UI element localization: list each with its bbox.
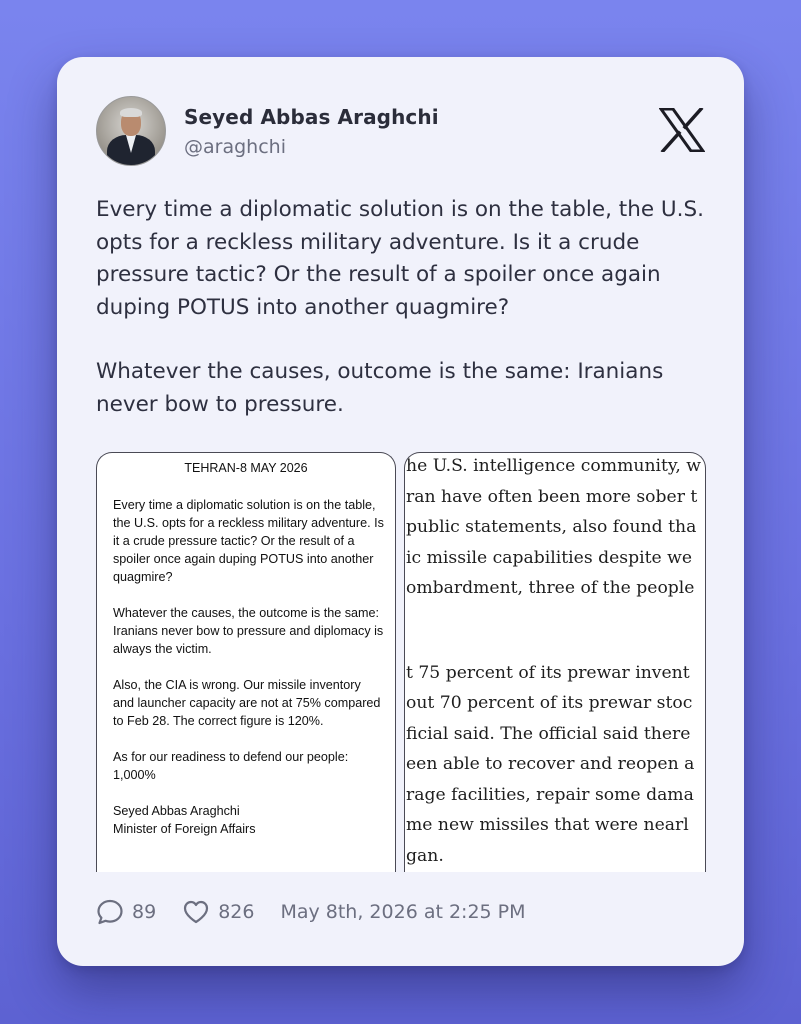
x-logo-icon[interactable]	[659, 108, 705, 152]
tweet-paragraph-2: Whatever the causes, outcome is the same: Iranians never bow to pressure.	[96, 359, 664, 417]
statement-signature-name: Seyed Abbas Araghchi	[113, 804, 240, 818]
replies-count: 89	[132, 901, 157, 923]
article-line: een able to recover and reopen a	[406, 754, 695, 774]
article-line: he U.S. intelligence community, w	[406, 456, 701, 476]
article-line: out 70 percent of its prewar stoc	[406, 693, 693, 713]
comment-bubble-icon	[96, 898, 124, 926]
statement-dateline: TEHRAN-8 MAY 2026	[184, 461, 308, 475]
article-line: gan.	[406, 846, 444, 866]
tweet-card	[57, 57, 744, 966]
article-excerpt-image[interactable]	[404, 452, 706, 872]
author-avatar[interactable]	[96, 96, 166, 166]
like-button[interactable]	[182, 898, 254, 926]
statement-paragraph: As for our readiness to defend our people: 1,000%	[113, 750, 349, 782]
article-line: me new missiles that were nearl	[406, 815, 689, 835]
article-line: public statements, also found tha	[406, 517, 697, 537]
statement-paragraph: Also, the CIA is wrong. Our missile inventory and launcher capacity are not at 75% compared to Feb 28. The correct figure is 120%.	[113, 678, 381, 728]
article-excerpt-text	[405, 453, 705, 872]
article-line: ombardment, three of the people	[406, 578, 695, 598]
statement-image[interactable]	[96, 452, 396, 872]
statement-paragraph: Every time a diplomatic solution is on the table, the U.S. opts for a reckless military adventure. Is it a crude pressure tactic? Or the result of a spoiler once again duping POTUS into another quagmire?	[113, 498, 384, 584]
article-line: rage facilities, repair some dama	[406, 785, 694, 805]
tweet-timestamp[interactable]: May 8th, 2026 at 2:25 PM	[280, 901, 526, 923]
heart-icon	[182, 898, 210, 926]
avatar-hair	[120, 108, 142, 117]
tweet-text	[96, 194, 716, 421]
author-handle[interactable]: @araghchi	[184, 136, 286, 158]
author-name[interactable]: Seyed Abbas Araghchi	[184, 105, 439, 129]
statement-paragraph: Whatever the causes, the outcome is the same: Iranians never bow to pressure and diplomacy is always the victim.	[113, 606, 384, 656]
likes-count: 826	[218, 901, 255, 923]
tweet-paragraph-1: Every time a diplomatic solution is on the table, the U.S. opts for a reckless military adventure. Is it a crude pressure tactic? Or the result of a spoiler once again duping POTUS into another quagmire?	[96, 197, 704, 320]
statement-body	[113, 496, 385, 838]
replies-button[interactable]	[96, 898, 156, 926]
tweet-footer	[96, 898, 526, 926]
article-line: t 75 percent of its prewar invent	[406, 663, 690, 683]
article-line: ficial said. The official said there	[406, 724, 691, 744]
article-line: ic missile capabilities despite we	[406, 548, 693, 568]
statement-signature-title: Minister of Foreign Affairs	[113, 822, 256, 836]
article-line: ran have often been more sober t	[406, 487, 698, 507]
